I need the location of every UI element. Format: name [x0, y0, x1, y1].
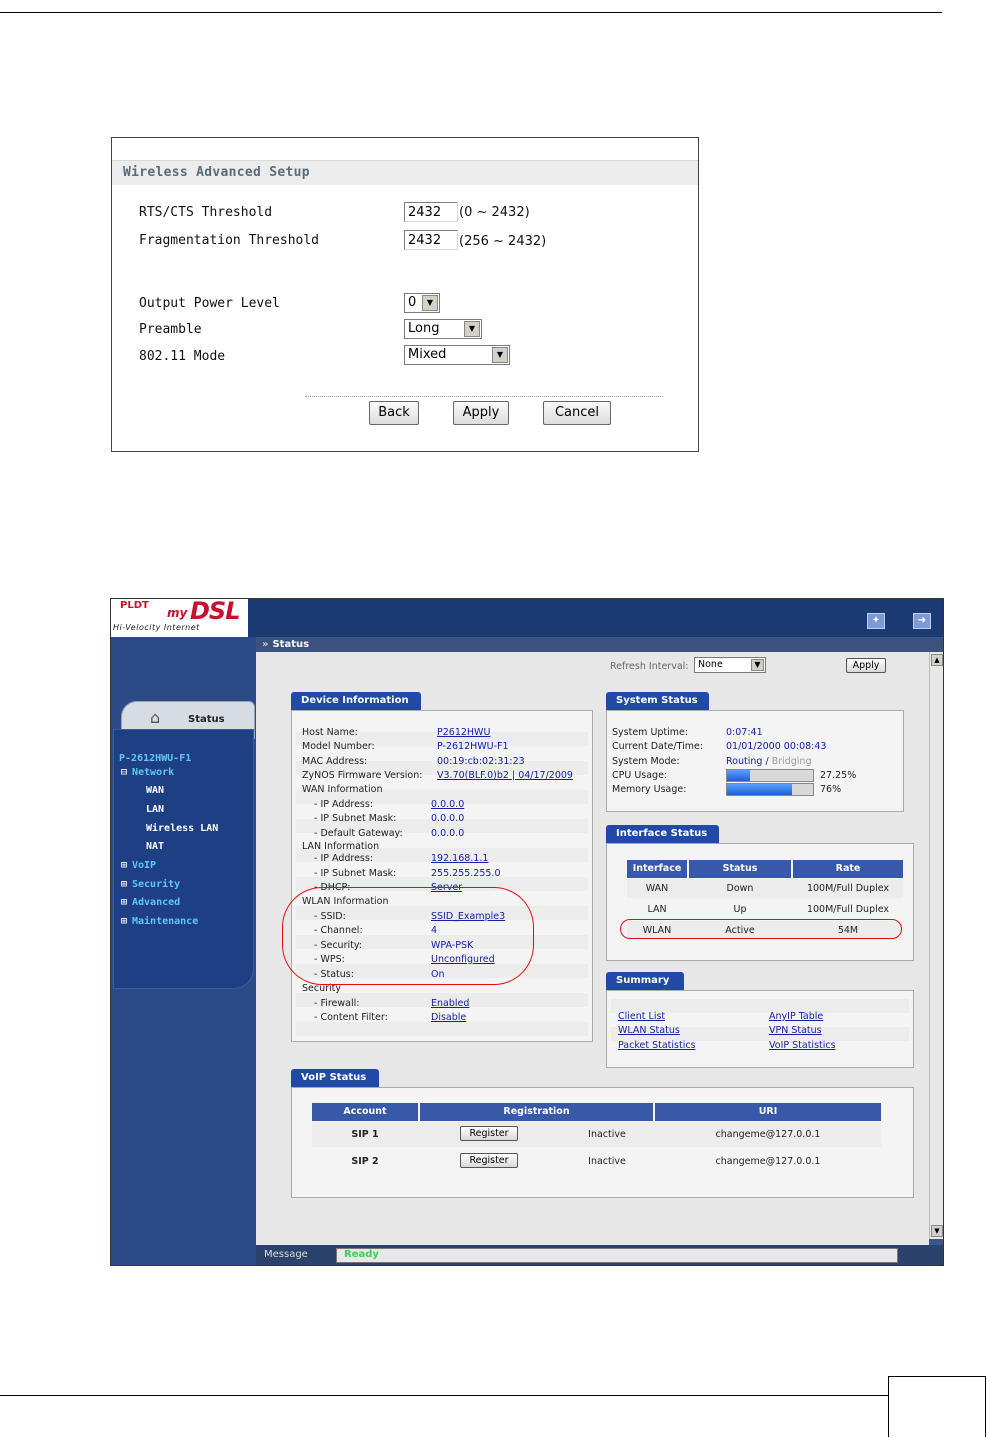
message-value: Ready: [344, 1249, 379, 1260]
wan-info-heading: WAN Information: [302, 784, 383, 795]
interface-status-title: Interface Status: [606, 825, 719, 843]
model-label: Model Number:: [302, 741, 375, 752]
dhcp-label: - DHCP:: [314, 882, 351, 893]
chevron-down-icon[interactable]: ▼: [751, 659, 764, 671]
memory-progress-bar: [726, 783, 814, 796]
wizard-icon[interactable]: ✦: [867, 613, 885, 629]
interface-status-box: [606, 843, 914, 961]
sip1-register-button[interactable]: Register: [460, 1126, 518, 1141]
if-lan-name: LAN: [647, 904, 667, 915]
wlan-info-heading: WLAN Information: [302, 896, 389, 907]
message-field: [336, 1248, 898, 1263]
nav-model: P-2612HWU-F1: [119, 753, 192, 764]
status-tab-label: Status: [188, 714, 225, 725]
sip2-register-button[interactable]: Register: [460, 1153, 518, 1168]
mac-label: MAC Address:: [302, 756, 368, 767]
wps-label: - WPS:: [314, 954, 345, 965]
nav-network[interactable]: Network: [132, 767, 175, 778]
col-registration: Registration: [420, 1103, 653, 1121]
mac-value: 00:19:cb:02:31:23: [437, 756, 525, 767]
wireless-router-icon: ⌂: [150, 708, 161, 727]
if-wan-status: Down: [726, 883, 754, 894]
dhcp-link[interactable]: Server: [431, 882, 463, 893]
memory-value: 76%: [820, 784, 842, 795]
sip2-uri: changeme@127.0.0.1: [715, 1156, 821, 1167]
wireless-advanced-setup-panel: [111, 137, 699, 452]
nav-nat[interactable]: NAT: [146, 841, 165, 852]
host-name-link[interactable]: P2612HWU: [437, 727, 491, 738]
anyip-table-link[interactable]: AnyIP Table: [769, 1011, 824, 1022]
cancel-button[interactable]: Cancel: [543, 401, 611, 425]
if-lan-status: Up: [733, 904, 747, 915]
ssid-label: - SSID:: [314, 911, 346, 922]
message-bar: [256, 1245, 943, 1265]
summary-title: Summary: [606, 972, 684, 990]
wlan-status-label: - Status:: [314, 969, 354, 980]
channel-label: - Channel:: [314, 925, 363, 936]
wan-gateway-label: - Default Gateway:: [314, 828, 403, 839]
lan-ip-link[interactable]: 192.168.1.1: [431, 853, 489, 864]
sip2-account: SIP 2: [351, 1156, 379, 1167]
device-info-box: [291, 710, 593, 1042]
if-wan-name: WAN: [645, 883, 669, 894]
preamble-label: Preamble: [139, 322, 202, 337]
header-rule: [0, 12, 942, 13]
mode-bridging: Bridging: [771, 756, 812, 767]
memory-progress-fill: [727, 784, 792, 795]
summary-box: [606, 990, 914, 1068]
cpu-value: 27.25%: [820, 770, 857, 781]
preamble-select[interactable]: [404, 319, 482, 339]
nav-voip[interactable]: VoIP: [132, 860, 157, 871]
if-lan-rate: 100M/Full Duplex: [806, 904, 890, 915]
expand-icon[interactable]: ⊞: [121, 916, 128, 927]
logo-brand: PLDT: [120, 600, 149, 611]
footer-rule: [0, 1395, 888, 1396]
security-heading: Security: [302, 983, 342, 994]
if-wlan-name: WLAN: [642, 925, 672, 936]
uptime-label: System Uptime:: [612, 727, 689, 738]
frag-hint: (256 ~ 2432): [459, 234, 547, 249]
wlan-security-value: WPA-PSK: [431, 940, 474, 951]
if-wlan-rate: 54M: [837, 925, 859, 936]
frag-label: Fragmentation Threshold: [139, 233, 320, 248]
system-status-title: System Status: [606, 692, 709, 710]
cpu-progress-fill: [727, 770, 750, 781]
lan-info-heading: LAN Information: [302, 841, 380, 852]
refresh-select[interactable]: [694, 657, 766, 673]
router-status-screenshot: [110, 598, 944, 1266]
breadcrumb: [256, 638, 943, 652]
system-mode-value: [726, 756, 812, 767]
message-label: Message: [264, 1249, 308, 1260]
scroll-up-icon[interactable]: ▲: [931, 654, 943, 666]
wlan-status-link[interactable]: WLAN Status: [618, 1025, 680, 1036]
breadcrumb-arrow-icon: »: [262, 639, 269, 650]
device-info-title: Device Information: [291, 692, 421, 710]
refresh-label: Refresh Interval:: [610, 661, 689, 672]
mode-select[interactable]: [404, 345, 510, 365]
nav-wireless-lan[interactable]: Wireless LAN: [146, 823, 219, 834]
panel-header: [112, 160, 698, 185]
back-button[interactable]: Back: [369, 401, 419, 425]
breadcrumb-status: Status: [272, 639, 310, 650]
nav-maintenance[interactable]: Maintenance: [132, 916, 199, 927]
wan-ip-link[interactable]: 0.0.0.0: [431, 799, 465, 810]
wan-ip-label: - IP Address:: [314, 799, 374, 810]
firmware-link[interactable]: V3.70(BLF.0)b2 | 04/17/2009: [437, 770, 573, 781]
wan-mask-value: 0.0.0.0: [431, 813, 465, 824]
client-list-link[interactable]: Client List: [618, 1011, 666, 1022]
wan-mask-label: - IP Subnet Mask:: [314, 813, 397, 824]
memory-label: Memory Usage:: [612, 784, 687, 795]
voip-status-box: [291, 1087, 914, 1198]
app-header: [111, 599, 943, 637]
chevron-down-icon[interactable]: ▼: [492, 347, 508, 363]
logo-tagline: Hi-Velocity Internet: [113, 623, 200, 632]
cpu-label: CPU Usage:: [612, 770, 668, 781]
logo-my: my: [167, 606, 188, 620]
wan-gateway-value: 0.0.0.0: [431, 828, 465, 839]
col-account: Account: [312, 1103, 418, 1121]
sip2-state: Inactive: [588, 1156, 626, 1167]
uptime-value: 0:07:41: [726, 727, 763, 738]
ssid-link[interactable]: SSID_Example3: [431, 911, 506, 922]
cpu-progress-bar: [726, 769, 814, 782]
sidebar: [111, 637, 256, 1265]
chevron-down-icon[interactable]: ▼: [464, 321, 480, 337]
mode-separator: /: [762, 756, 772, 767]
rts-input[interactable]: 2432: [404, 202, 458, 222]
channel-value: 4: [431, 925, 438, 936]
panel-title: Wireless Advanced Setup: [123, 165, 310, 180]
nav-wan[interactable]: WAN: [146, 785, 165, 796]
preamble-select-value: Long: [408, 321, 440, 336]
expand-icon[interactable]: ⊟: [121, 767, 128, 778]
nav-panel: [113, 729, 254, 989]
scroll-down-icon[interactable]: ▼: [931, 1225, 943, 1237]
wps-link[interactable]: Unconfigured: [431, 954, 495, 965]
logo-dsl: DSL: [190, 598, 240, 625]
voip-status-title: VoIP Status: [291, 1069, 379, 1087]
apply-button[interactable]: Apply: [453, 401, 509, 425]
firmware-label: ZyNOS Firmware Version:: [302, 770, 423, 781]
voip-statistics-link[interactable]: VoIP Statistics: [769, 1040, 836, 1051]
lan-mask-label: - IP Subnet Mask:: [314, 868, 397, 879]
logout-icon[interactable]: ➜: [913, 613, 931, 629]
lan-ip-label: - IP Address:: [314, 853, 374, 864]
system-mode-label: System Mode:: [612, 756, 680, 767]
if-wlan-status: Active: [725, 925, 755, 936]
divider: [305, 396, 663, 397]
mode-label: 802.11 Mode: [139, 349, 226, 364]
content-filter-label: - Content Filter:: [314, 1012, 388, 1023]
model-value: P-2612HWU-F1: [437, 741, 509, 752]
host-name-label: Host Name:: [302, 727, 358, 738]
chevron-down-icon[interactable]: ▼: [422, 295, 438, 311]
col-status: Status: [689, 860, 791, 878]
datetime-label: Current Date/Time:: [612, 741, 704, 752]
row-stripe: [296, 1022, 588, 1036]
expand-icon[interactable]: ⊞: [121, 879, 128, 890]
datetime-value: 01/01/2000 00:08:43: [726, 741, 827, 752]
col-uri: URI: [655, 1103, 881, 1121]
brand-logo: [111, 599, 248, 637]
wlan-status-value: On: [431, 969, 445, 980]
wlan-security-label: - Security:: [314, 940, 362, 951]
power-select[interactable]: [404, 293, 440, 313]
refresh-apply-button[interactable]: Apply: [846, 658, 886, 673]
expand-icon[interactable]: ⊞: [121, 860, 128, 871]
col-interface: Interface: [627, 860, 687, 878]
power-label: Output Power Level: [139, 296, 280, 311]
mode-select-value: Mixed: [408, 347, 447, 362]
page-number-box: [888, 1376, 986, 1437]
main-content: [256, 652, 929, 1249]
mode-routing: Routing: [726, 756, 763, 767]
refresh-select-value: None: [698, 659, 723, 670]
lan-mask-value: 255.255.255.0: [431, 868, 501, 879]
frag-input[interactable]: 2432: [404, 230, 458, 250]
nav-advanced[interactable]: Advanced: [132, 897, 181, 908]
sip1-account: SIP 1: [351, 1129, 379, 1140]
sip1-state: Inactive: [588, 1129, 626, 1140]
if-wan-rate: 100M/Full Duplex: [806, 883, 890, 894]
sip1-uri: changeme@127.0.0.1: [715, 1129, 821, 1140]
nav-security[interactable]: Security: [132, 879, 181, 890]
expand-icon[interactable]: ⊞: [121, 897, 128, 908]
rts-hint: (0 ~ 2432): [459, 205, 530, 220]
col-rate: Rate: [793, 860, 903, 878]
power-select-value: 0: [408, 295, 417, 310]
wlan-highlight-circle: [282, 887, 534, 985]
firewall-label: - Firewall:: [314, 998, 360, 1009]
system-status-box: [606, 710, 904, 812]
vpn-status-link[interactable]: VPN Status: [769, 1025, 822, 1036]
vertical-scrollbar[interactable]: [929, 652, 944, 1239]
packet-statistics-link[interactable]: Packet Statistics: [618, 1040, 696, 1051]
nav-lan[interactable]: LAN: [146, 804, 165, 815]
content-filter-link[interactable]: Disable: [431, 1012, 467, 1023]
wlan-row-highlight: [620, 919, 902, 939]
firewall-link[interactable]: Enabled: [431, 998, 470, 1009]
rts-label: RTS/CTS Threshold: [139, 205, 273, 220]
